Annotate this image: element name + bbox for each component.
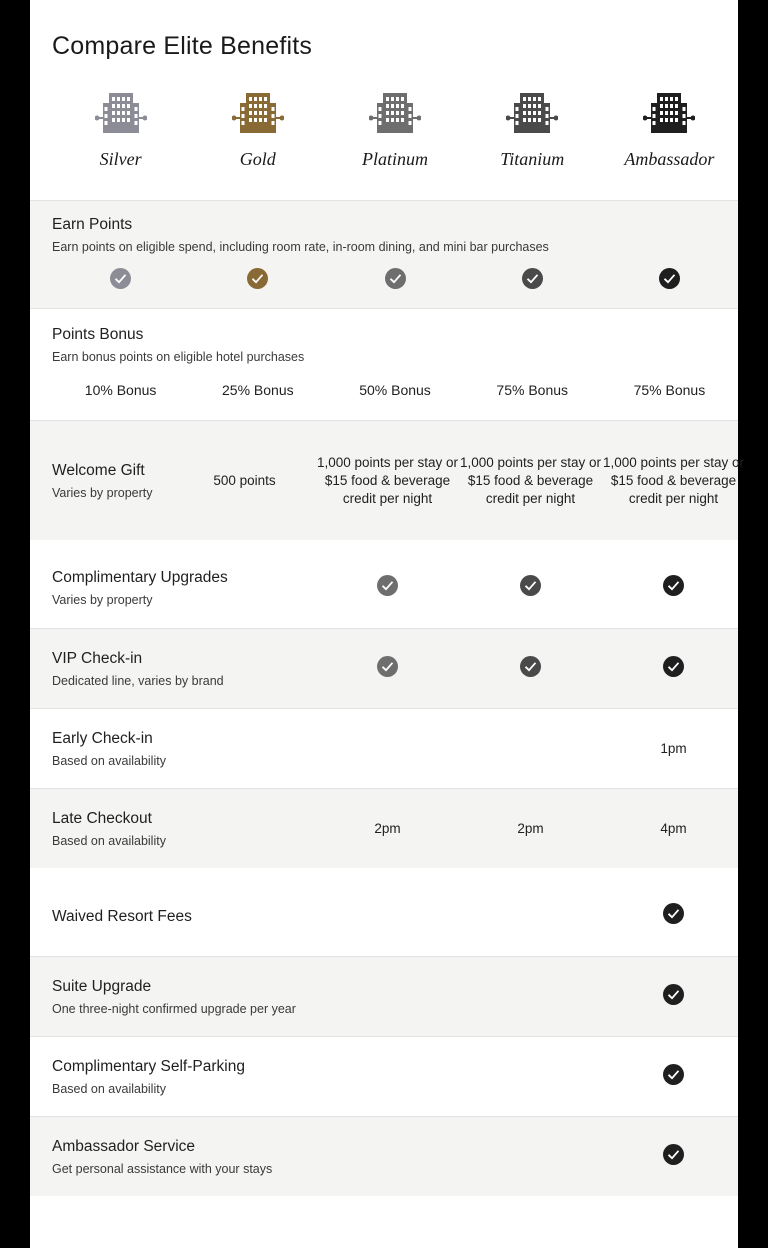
row-label-column	[30, 649, 224, 690]
row-label: Late Checkout	[52, 809, 152, 827]
row-label-column	[30, 907, 192, 926]
row-label: Ambassador Service	[52, 1137, 196, 1155]
building-icon	[601, 79, 738, 137]
cell-ambassador	[601, 268, 738, 294]
cell-titanium	[459, 656, 602, 682]
check-icon	[385, 268, 406, 289]
row-label: Waived Resort Fees	[52, 907, 192, 925]
check-icon	[663, 656, 684, 677]
table-row	[30, 1116, 738, 1196]
row-sublabel: Based on availability	[52, 753, 166, 768]
cell-gold: 500 points	[213, 472, 276, 488]
cell-silver	[52, 268, 189, 294]
building-icon	[464, 79, 601, 137]
benefits-comparison-sheet	[30, 0, 745, 1248]
table-row	[30, 708, 738, 788]
check-icon	[663, 1064, 684, 1085]
row-sublabel: Based on availability	[52, 833, 166, 848]
table-row	[30, 420, 745, 540]
check-icon	[522, 268, 543, 289]
table-row	[30, 956, 738, 1036]
check-icon	[377, 656, 398, 677]
cell-titanium	[459, 575, 602, 601]
table-row	[30, 548, 738, 628]
check-icon	[377, 575, 398, 596]
row-sublabel: Varies by property	[52, 485, 153, 500]
row-sublabel: Dedicated line, varies by brand	[52, 673, 224, 688]
cell-gold	[189, 268, 326, 294]
check-icon	[110, 268, 131, 289]
row-label: Complimentary Upgrades	[52, 569, 228, 587]
cell-gold: 25% Bonus	[222, 382, 294, 399]
row-values	[52, 268, 738, 294]
building-icon	[52, 79, 189, 137]
row-label-column	[30, 1137, 316, 1178]
cell-titanium	[464, 268, 601, 294]
tier-name: Ambassador	[624, 149, 715, 169]
row-sublabel: Earn bonus points on eligible hotel purchases	[52, 350, 305, 365]
page-title: Compare Elite Benefits	[52, 32, 313, 60]
table-row	[30, 200, 738, 308]
row-label-column	[30, 729, 173, 770]
tier-name: Silver	[99, 149, 142, 169]
cell-platinum: 1,000 points per stay or $15 food & beverage credit per night	[316, 454, 459, 506]
row-sublabel: Get personal assistance with your stays	[52, 1161, 273, 1176]
check-icon	[659, 268, 680, 289]
row-label: Early Check-in	[52, 729, 153, 747]
row-label-column	[30, 461, 173, 502]
tier-column-titanium	[464, 79, 601, 170]
cell-titanium: 2pm	[517, 820, 544, 836]
table-row	[30, 876, 738, 956]
table-row	[30, 788, 738, 868]
tier-column-gold	[189, 79, 326, 170]
cell-ambassador: 4pm	[660, 820, 687, 836]
cell-titanium: 1,000 points per stay or $15 food & beverage credit per night	[459, 454, 602, 506]
tier-name: Titanium	[500, 149, 565, 169]
check-icon	[663, 984, 684, 1005]
cell-platinum: 50% Bonus	[359, 382, 431, 399]
row-gap	[30, 540, 738, 548]
row-label: Earn Points	[52, 216, 133, 233]
cell-ambassador	[602, 903, 745, 929]
table-row	[30, 308, 738, 421]
cell-ambassador: 75% Bonus	[633, 382, 706, 399]
building-icon	[189, 79, 326, 137]
row-gap	[30, 868, 738, 876]
row-values	[52, 381, 738, 400]
row-label: Points Bonus	[52, 325, 144, 343]
tier-header	[52, 61, 738, 170]
cell-platinum	[316, 575, 459, 601]
table-row	[30, 1036, 738, 1116]
building-icon	[326, 79, 463, 137]
table-row	[30, 628, 738, 708]
cell-platinum	[316, 656, 459, 682]
cell-platinum: 2pm	[374, 820, 401, 836]
cell-platinum	[326, 268, 463, 294]
row-label: Welcome Gift	[52, 461, 145, 479]
row-sublabel: One three-night confirmed upgrade per year	[52, 1001, 296, 1016]
row-label: VIP Check-in	[52, 649, 143, 667]
check-icon	[663, 1144, 684, 1165]
tier-column-platinum	[326, 79, 463, 170]
row-label: Suite Upgrade	[52, 977, 152, 995]
row-label-column	[30, 1057, 316, 1098]
tier-name: Gold	[239, 149, 276, 169]
cell-silver: 10% Bonus	[84, 382, 157, 399]
cell-ambassador	[602, 1144, 745, 1170]
row-sublabel: Earn points on eligible spend, including room rate, in-room dining, and mini bar purchases	[52, 240, 549, 255]
check-icon	[663, 903, 684, 924]
cell-ambassador	[602, 575, 745, 601]
row-label: Complimentary Self-Parking	[52, 1057, 245, 1075]
row-sublabel: Varies by property	[52, 593, 153, 608]
cell-ambassador: 1,000 points per stay or $15 food & beverage credit per night	[602, 454, 745, 506]
cell-ambassador	[602, 984, 745, 1010]
check-icon	[663, 575, 684, 596]
row-label-column	[30, 568, 228, 609]
cell-ambassador: 1pm	[660, 740, 687, 756]
check-icon	[520, 656, 541, 677]
tier-column-ambassador	[601, 79, 738, 170]
tier-name: Platinum	[362, 149, 428, 169]
cell-titanium: 75% Bonus	[496, 382, 569, 399]
check-icon	[247, 268, 268, 289]
cell-ambassador	[602, 656, 745, 682]
tier-column-silver	[52, 79, 189, 170]
row-label-column	[30, 977, 316, 1018]
row-label-column	[30, 809, 173, 850]
cell-ambassador	[602, 1064, 745, 1090]
check-icon	[520, 575, 541, 596]
row-sublabel: Based on availability	[52, 1081, 166, 1096]
